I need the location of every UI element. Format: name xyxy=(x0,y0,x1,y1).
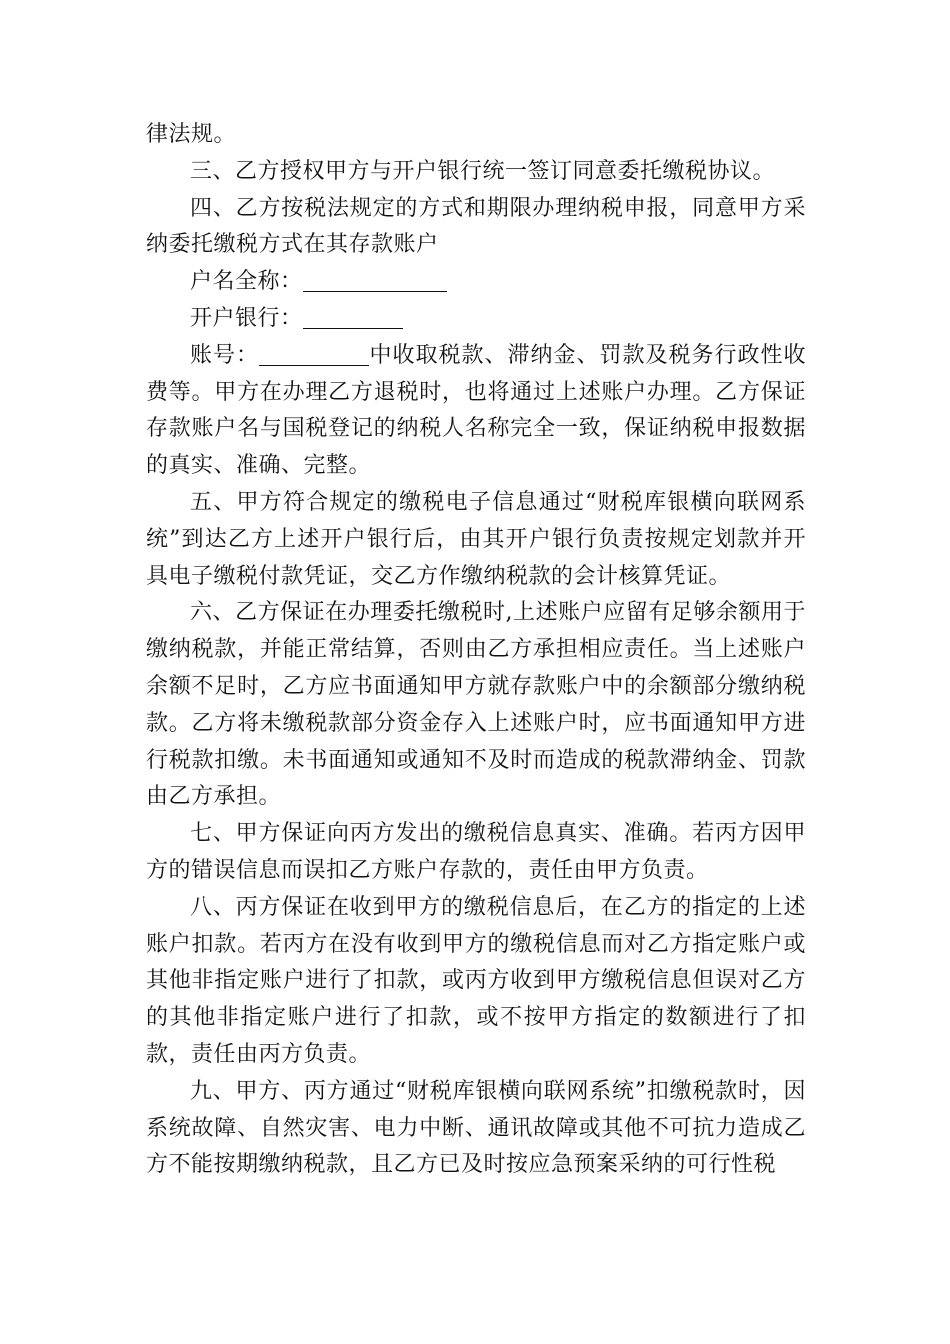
paragraph-clause-7: 七、甲方保证向丙方发出的缴税信息真实、准确。若丙方因甲方的错误信息而误扣乙方账户存款的，责任由甲方负责。 xyxy=(146,821,806,883)
paragraph-clause-8: 八、丙方保证在收到甲方的缴税信息后，在乙方的指定的上述账户扣款。若丙方在没有收到甲方的缴税信息而对乙方指定账户或其他非指定账户进行了扣款，或丙方收到甲方缴税信息但误对乙方的其他非指定账户进行了扣款，或不按甲方指定的数额进行了扣款，责任由丙方负责。 xyxy=(146,894,806,1067)
account-name-line xyxy=(146,264,806,301)
paragraph-continuation: 律法规。 xyxy=(146,122,237,147)
paragraph-clause-9: 九、甲方、丙方通过“财税库银横向联网系统”扣缴税款时，因系统故障、自然灾害、电力中断、通讯故障或其他不可抗力造成乙方不能按期缴纳税款，且乙方已及时按应急预案采纳的可行性税 xyxy=(146,1078,806,1178)
account-number-label: 账号： xyxy=(190,342,259,368)
account-number-blank xyxy=(259,341,369,366)
bank-blank xyxy=(303,304,403,329)
account-number-paragraph xyxy=(146,338,806,485)
account-name-label: 户名全称： xyxy=(190,269,303,295)
paragraph-clause-6: 六、乙方保证在办理委托缴税时,上述账户应留有足够余额用于缴纳税款，并能正常结算，否则由乙方承担相应责任。当上述账户余额不足时，乙方应书面通知甲方就存款账户中的余额部分缴纳税款。乙方将未缴税款部分资金存入上述账户时，应书面通知甲方进行税款扣缴。未书面通知或通知不及时而造成的税款滞纳金、罚款由乙方承担。 xyxy=(146,600,806,810)
paragraph-clause-5: 五、甲方符合规定的缴税电子信息通过“财税库银横向联网系统”到达乙方上述开户银行后，由其开户银行负责按规定划款并开具电子缴税付款凭证，交乙方作缴纳税款的会计核算凭证。 xyxy=(146,489,806,589)
paragraph-clause-3: 三、乙方授权甲方与开户银行统一签订同意委托缴税协议。 xyxy=(190,158,776,184)
document-body xyxy=(146,117,806,1184)
bank-line xyxy=(146,301,806,338)
account-name-blank xyxy=(303,267,447,292)
account-continuation-text: 中收取税款、滞纳金、罚款及税务行政性收费等。甲方在办理乙方退税时，也将通过上述账户办理。乙方保证存款账户名与国税登记的纳税人名称完全一致，保证纳税申报数据的真实、准确、完整。 xyxy=(146,342,806,479)
bank-label: 开户银行： xyxy=(190,305,303,331)
paragraph-clause-4: 四、乙方按税法规定的方式和期限办理纳税申报，同意甲方采纳委托缴税方式在其存款账户 xyxy=(146,195,806,258)
